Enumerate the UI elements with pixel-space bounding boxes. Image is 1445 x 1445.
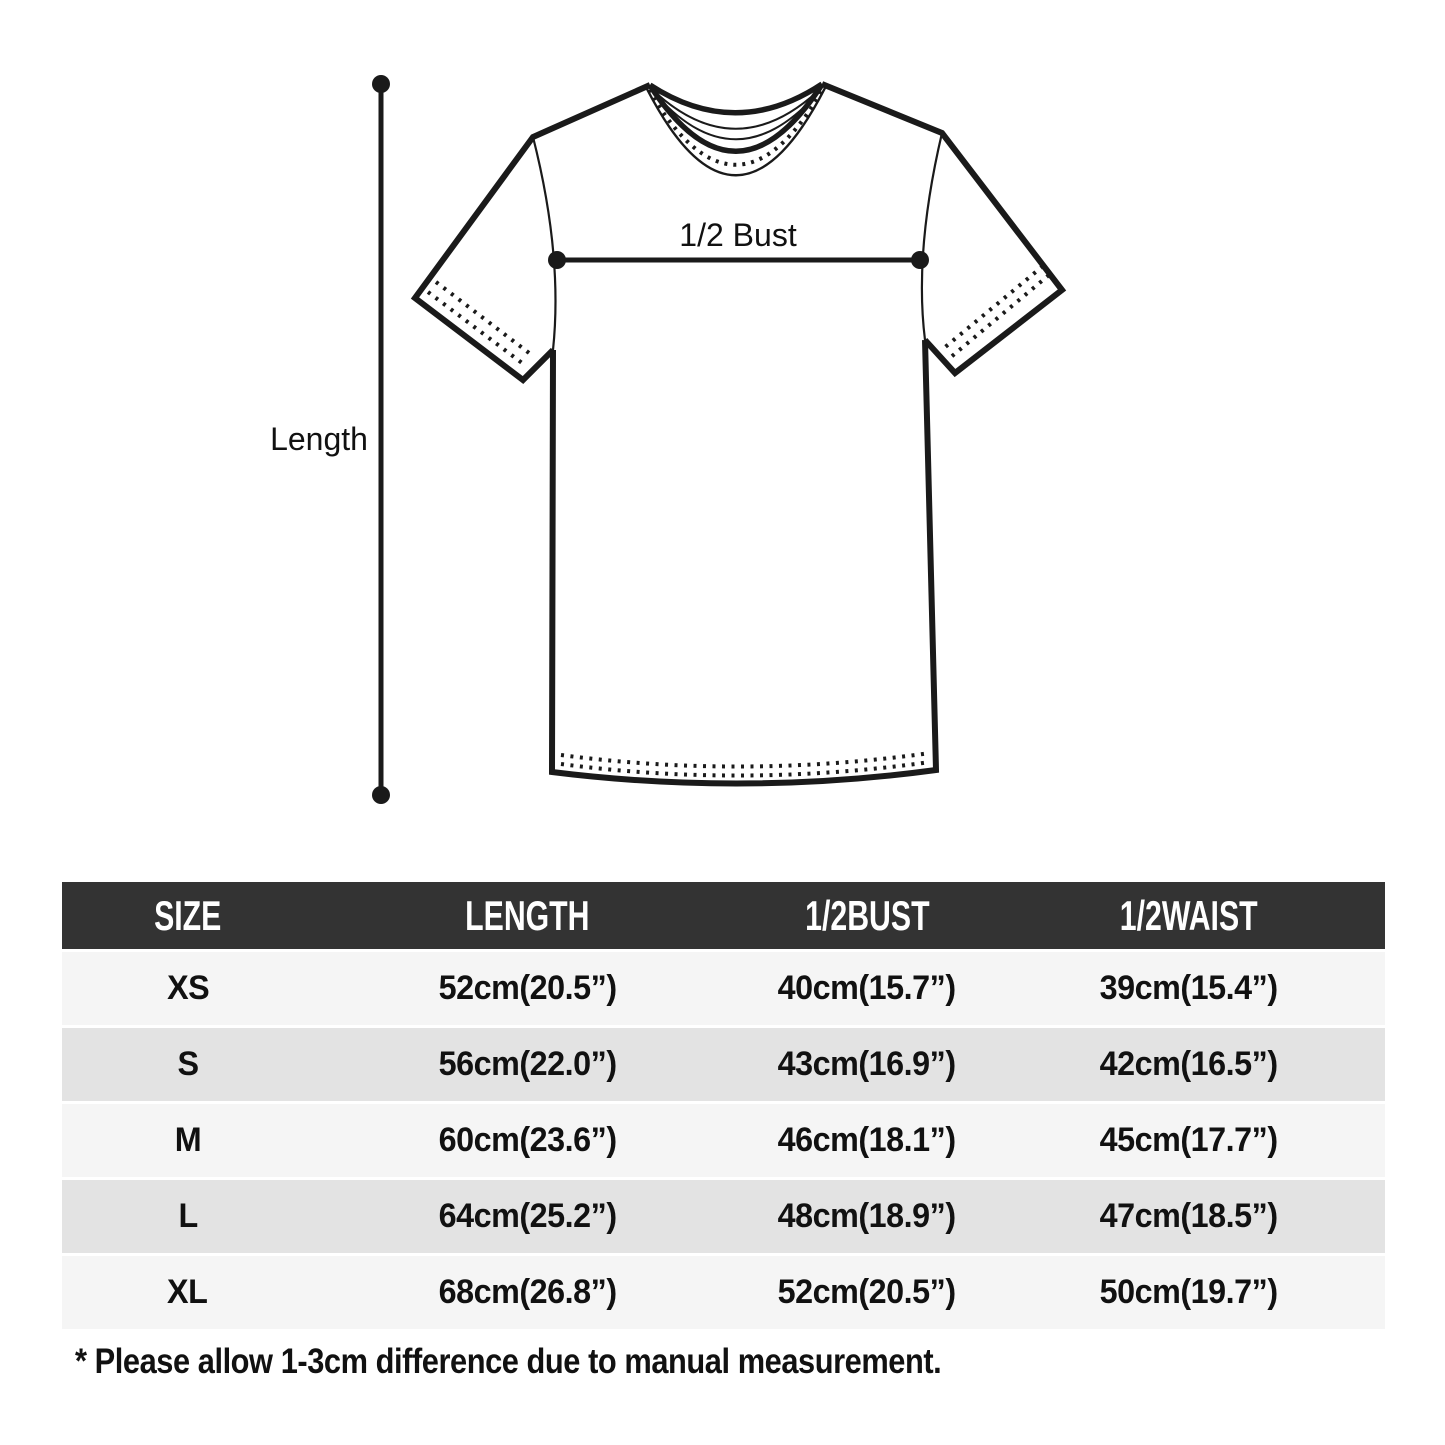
cell-bust: 48cm(18.9”): [778, 1197, 956, 1235]
cell-size: S: [177, 1045, 199, 1083]
cell-length: 60cm(23.6”): [438, 1121, 617, 1159]
left-armhole-seam: [533, 137, 556, 350]
hem-stitch-row-2: [561, 762, 930, 776]
header-waist: 1/2WAIST: [1119, 891, 1258, 939]
tshirt-right-sleeve: [822, 84, 1062, 373]
collar-front-inner: [651, 86, 821, 151]
hem-stitch-row-1: [561, 753, 930, 767]
length-label: Length: [270, 421, 368, 457]
cell-length: 64cm(25.2”): [438, 1197, 617, 1235]
left-cuff-stitch-row-2: [436, 282, 533, 356]
tshirt-body-outline: [552, 340, 936, 784]
tshirt-left-sleeve: [415, 85, 650, 380]
cell-waist: 39cm(15.4”): [1099, 969, 1278, 1007]
table-row-l: [62, 1180, 1385, 1253]
length-line-top-dot: [372, 75, 390, 93]
left-cuff-stitch-row-1: [428, 292, 526, 366]
right-armhole-seam: [922, 133, 942, 340]
cell-waist: 50cm(19.7”): [1099, 1273, 1278, 1311]
bust-label: 1/2 Bust: [679, 217, 797, 253]
cell-size: XS: [166, 969, 209, 1007]
cell-bust: 46cm(18.1”): [778, 1121, 956, 1159]
cell-size: XL: [167, 1273, 208, 1311]
table-row-m: [62, 1104, 1385, 1177]
right-cuff-stitch-row-2: [944, 266, 1043, 348]
table-row-xs: [62, 952, 1385, 1025]
bust-line-right-dot: [911, 251, 929, 269]
cell-waist: 47cm(18.5”): [1099, 1197, 1278, 1235]
length-line-bottom-dot: [372, 786, 390, 804]
table-row-s: [62, 1028, 1385, 1101]
cell-waist: 42cm(16.5”): [1099, 1045, 1278, 1083]
cell-length: 52cm(20.5”): [438, 969, 617, 1007]
measurement-note: * Please allow 1-3cm difference due to manual measurement.: [75, 1342, 942, 1381]
cell-waist: 45cm(17.7”): [1099, 1121, 1278, 1159]
cell-length: 56cm(22.0”): [438, 1045, 617, 1083]
cell-bust: 43cm(16.9”): [778, 1045, 956, 1083]
cell-bust: 52cm(20.5”): [778, 1273, 956, 1311]
table-row-xl: [62, 1256, 1385, 1329]
size-table-header-row: [62, 882, 1385, 949]
bust-line-left-dot: [548, 251, 566, 269]
right-cuff-stitch-row-1: [951, 275, 1049, 357]
cell-length: 68cm(26.8”): [438, 1273, 617, 1311]
header-bust: 1/2BUST: [804, 891, 930, 939]
cell-size: M: [174, 1121, 201, 1159]
header-length: LENGTH: [465, 891, 590, 939]
size-table: [62, 882, 1385, 1329]
cell-size: L: [178, 1197, 198, 1235]
header-size: SIZE: [154, 891, 222, 939]
cell-bust: 40cm(15.7”): [778, 969, 956, 1007]
